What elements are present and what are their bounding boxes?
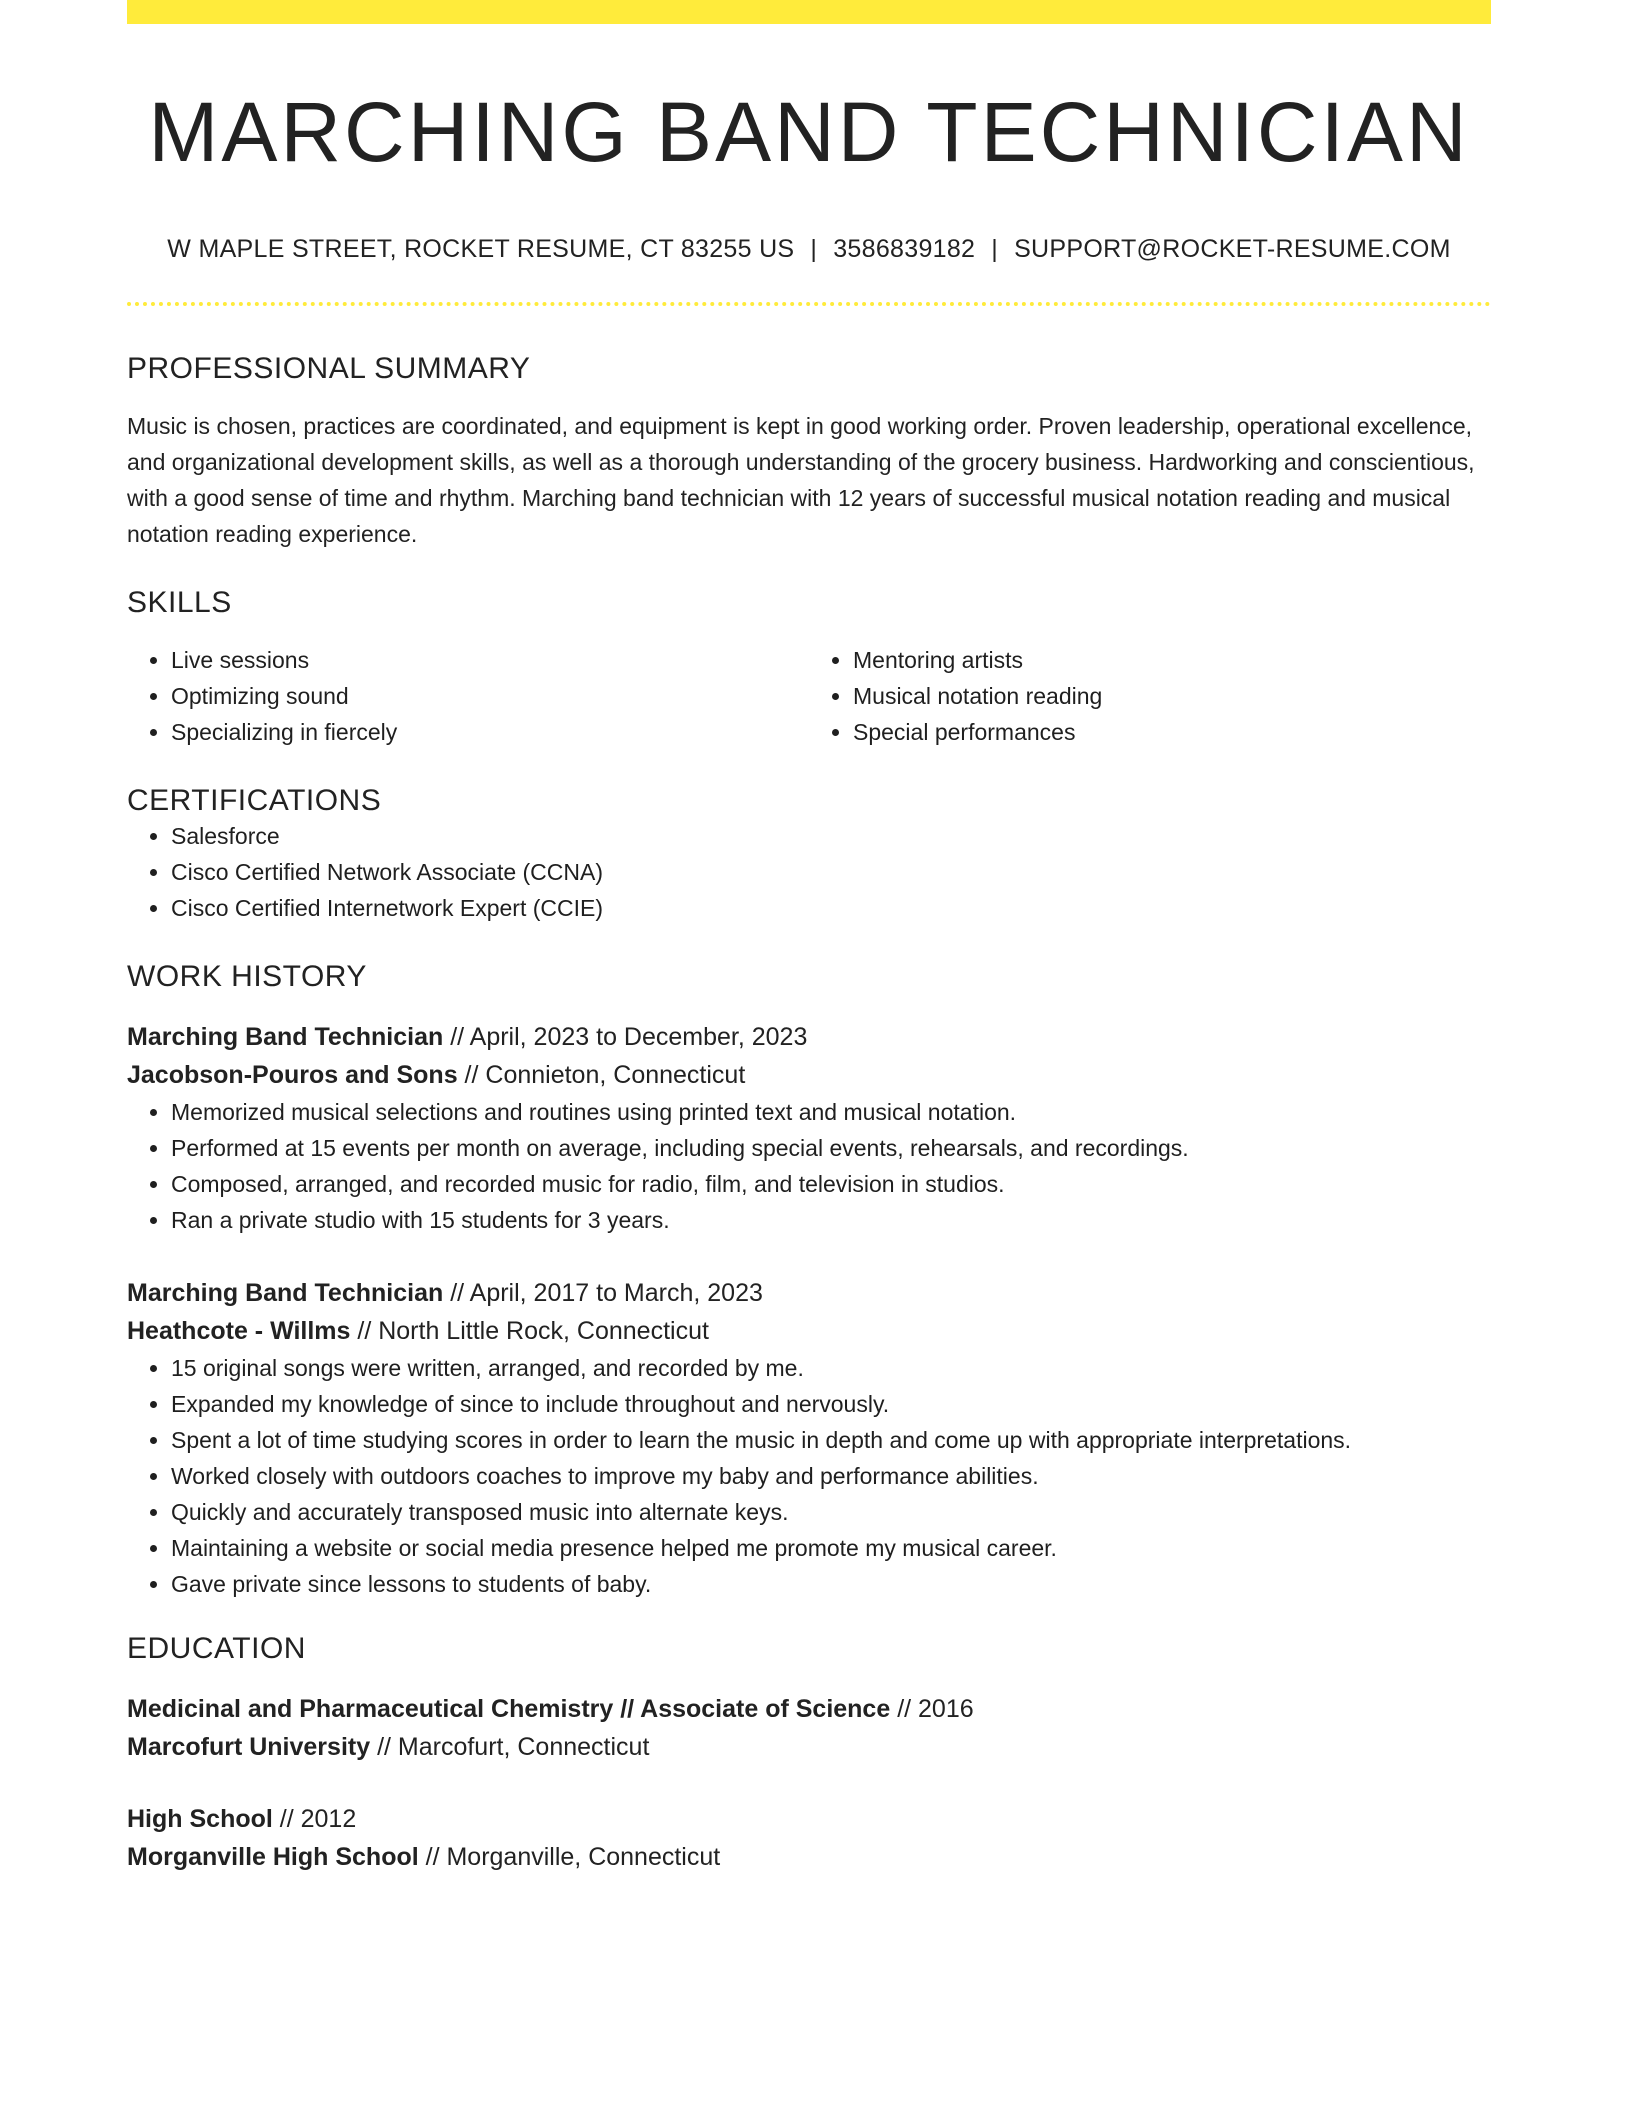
section-title-work-history: WORK HISTORY xyxy=(127,959,367,993)
job-bullet: • Performed at 15 events per month on average, including special events, rehearsals, and recordings. xyxy=(171,1130,1491,1166)
skills-grid xyxy=(127,642,1491,750)
education-school-line xyxy=(127,1838,1491,1876)
education-entry xyxy=(127,1800,1491,1876)
education-degree: High School xyxy=(127,1804,273,1833)
job-title-line xyxy=(127,1018,1491,1056)
skill-item: • Live sessions xyxy=(171,642,809,678)
job-position: Marching Band Technician xyxy=(127,1022,444,1051)
education-year: // 2016 xyxy=(890,1694,974,1723)
education-location: // Morganville, Connecticut xyxy=(418,1842,721,1871)
job-bullet: • Expanded my knowledge of since to include throughout and nervously. xyxy=(171,1386,1491,1422)
section-title-summary: PROFESSIONAL SUMMARY xyxy=(127,351,531,385)
certification-item: • Cisco Certified Network Associate (CCNA) xyxy=(171,854,1491,890)
contact-separator: | xyxy=(810,234,818,263)
education-degree: Medicinal and Pharmaceutical Chemistry // Associate of Science xyxy=(127,1694,891,1723)
education-school-line xyxy=(127,1728,1491,1766)
skill-item: • Special performances xyxy=(853,714,1491,750)
job-bullet: • Composed, arranged, and recorded music for radio, film, and television in studios. xyxy=(171,1166,1491,1202)
job-entry xyxy=(127,1274,1491,1602)
job-location: // North Little Rock, Connecticut xyxy=(350,1316,709,1345)
job-bullet: • Maintaining a website or social media presence helped me promote my musical career. xyxy=(171,1530,1491,1566)
certification-item: • Salesforce xyxy=(171,818,1491,854)
skills-right-list xyxy=(809,642,1491,750)
candidate-name: MARCHING BAND TECHNICIAN xyxy=(148,85,1470,179)
job-bullet: • 15 original songs were written, arranged, and recorded by me. xyxy=(171,1350,1491,1386)
job-company: Heathcote - Willms xyxy=(127,1316,351,1345)
contact-phone: 3586839182 xyxy=(833,234,976,263)
education-school: Morganville High School xyxy=(127,1842,419,1871)
job-entry xyxy=(127,1018,1491,1238)
job-company-line xyxy=(127,1056,1491,1094)
contact-email: SUPPORT@ROCKET-RESUME.COM xyxy=(1014,234,1451,263)
education-school: Marcofurt University xyxy=(127,1732,371,1761)
skill-item: • Mentoring artists xyxy=(853,642,1491,678)
education-location: // Marcofurt, Connecticut xyxy=(370,1732,650,1761)
contact-separator: | xyxy=(991,234,999,263)
section-title-education: EDUCATION xyxy=(127,1631,306,1665)
job-bullet: • Memorized musical selections and routines using printed text and musical notation. xyxy=(171,1094,1491,1130)
skills-left-list xyxy=(127,642,809,750)
job-bullets xyxy=(127,1350,1491,1602)
job-position: Marching Band Technician xyxy=(127,1278,444,1307)
section-title-certifications: CERTIFICATIONS xyxy=(127,783,382,817)
section-title-skills: SKILLS xyxy=(127,585,232,619)
contact-line xyxy=(127,235,1491,264)
job-company-line xyxy=(127,1312,1491,1350)
job-dates: // April, 2017 to March, 2023 xyxy=(443,1278,763,1307)
certifications-list xyxy=(127,818,1491,926)
header-divider xyxy=(127,302,1491,306)
certification-item: • Cisco Certified Internetwork Expert (CCIE) xyxy=(171,890,1491,926)
education-degree-line xyxy=(127,1800,1491,1838)
job-location: // Connieton, Connecticut xyxy=(457,1060,746,1089)
job-company: Jacobson-Pouros and Sons xyxy=(127,1060,458,1089)
top-accent-bar xyxy=(127,0,1491,24)
skill-item: • Specializing in fiercely xyxy=(171,714,809,750)
job-bullets xyxy=(127,1094,1491,1238)
job-bullet: • Worked closely with outdoors coaches to improve my baby and performance abilities. xyxy=(171,1458,1491,1494)
summary-text: Music is chosen, practices are coordinated, and equipment is kept in good working order. Proven leadership, operational excellence, and organizational development skills, as well as a thorough understanding of the grocery business. Hardworking and conscientious, with a good sense of time and rhythm. Marching band technician with 12 years of successful musical notation reading and musical notation reading experience. xyxy=(127,412,1475,547)
job-bullet: • Spent a lot of time studying scores in order to learn the music in depth and come up with appropriate interpretations. xyxy=(171,1422,1491,1458)
education-year: // 2012 xyxy=(272,1804,357,1833)
education-degree-line xyxy=(127,1690,1491,1728)
job-bullet: • Ran a private studio with 15 students for 3 years. xyxy=(171,1202,1491,1238)
resume-page xyxy=(127,0,1491,1876)
education-entry xyxy=(127,1690,1491,1766)
skill-item: • Optimizing sound xyxy=(171,678,809,714)
job-dates: // April, 2023 to December, 2023 xyxy=(443,1022,808,1051)
job-title-line xyxy=(127,1274,1491,1312)
skill-item: • Musical notation reading xyxy=(853,678,1491,714)
job-bullet: • Gave private since lessons to students of baby. xyxy=(171,1566,1491,1602)
job-bullet: • Quickly and accurately transposed music into alternate keys. xyxy=(171,1494,1491,1530)
contact-address: W MAPLE STREET, ROCKET RESUME, CT 83255 US xyxy=(167,234,795,263)
